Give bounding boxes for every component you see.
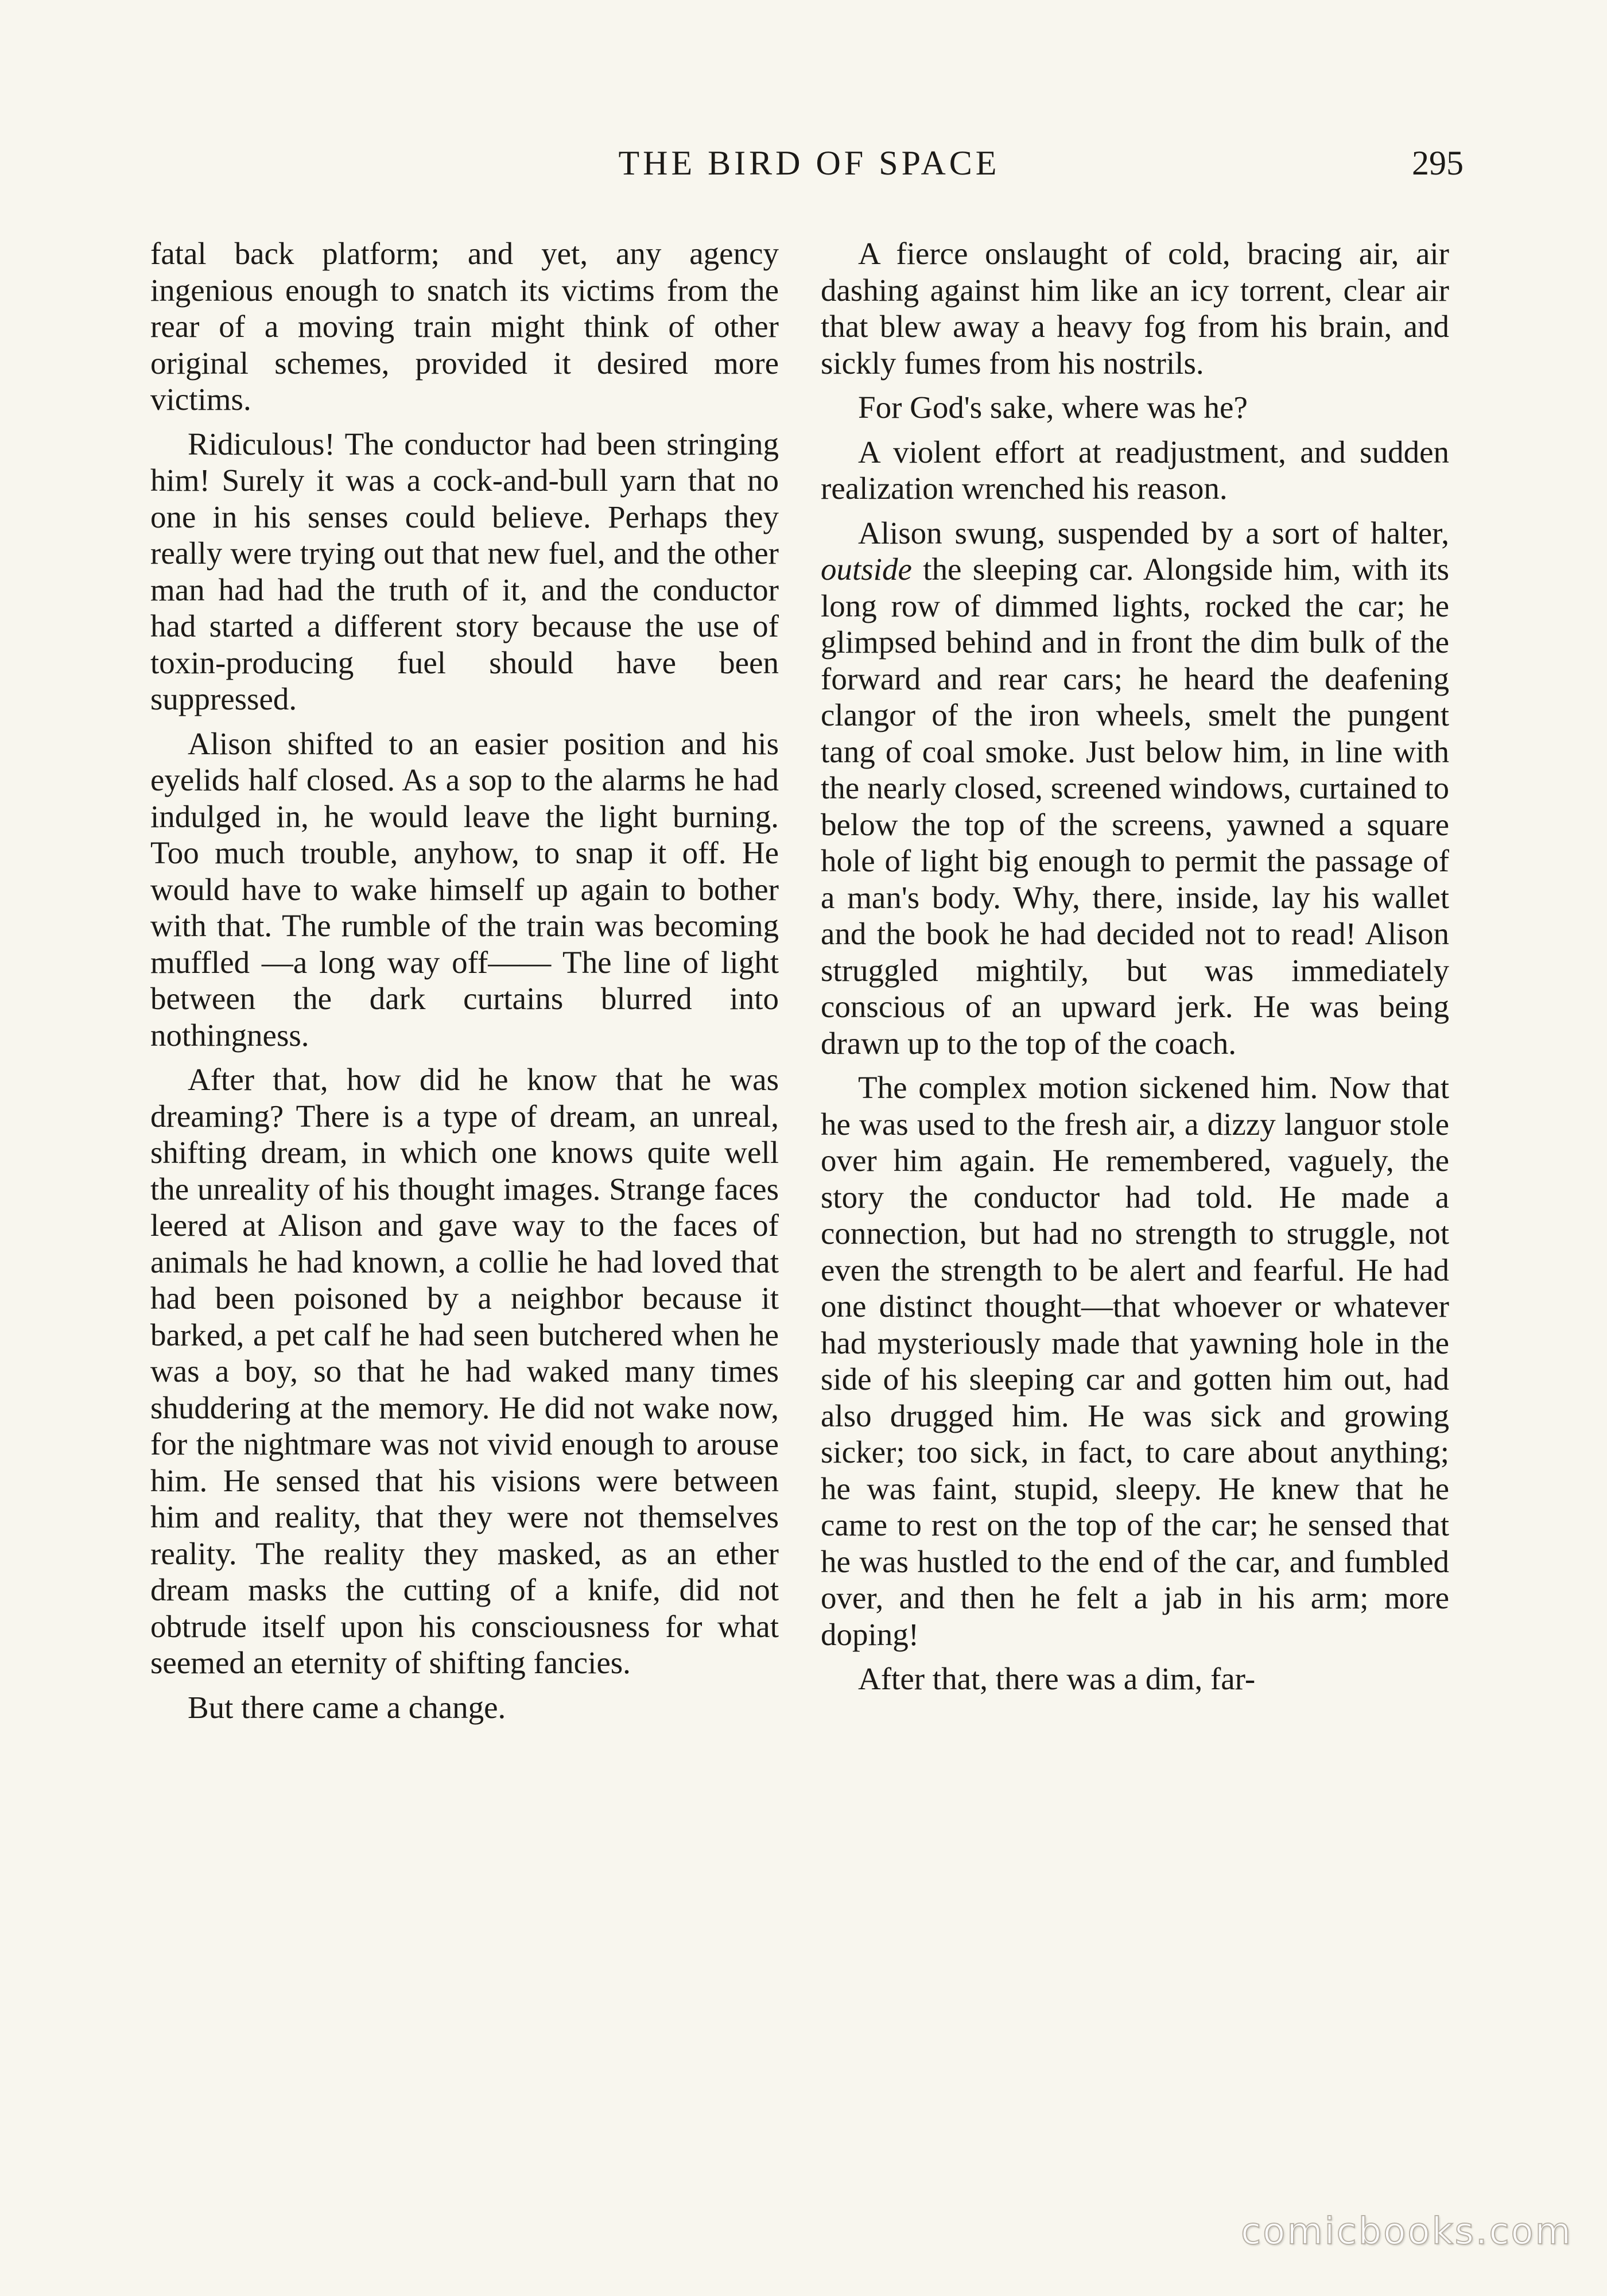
paragraph: Ridiculous! The conductor had been stringing him! Surely it was a cock-and-bull yarn that no one in his senses could believe. Perhaps they really were trying out that new fuel, and the other man had had the truth of it, and the conductor had started a different story because the use of toxin-producing fuel should have been suppressed. xyxy=(150,426,779,716)
paragraph: A fierce onslaught of cold, bracing air, air dashing against him like an icy torrent, clear air that blew away a heavy fog from his brain, and sickly fumes from his nostrils. xyxy=(821,236,1449,381)
text-run: the sleeping car. Alongside him, with its long row of dimmed lights, rocked the car; he glimpsed behind and in front the dim bulk of the forward and rear cars; he heard the deafening clangor of the iron wheels, smelt the pungent tang of coal smoke. Just below him, in line with the nearly closed, screened windows, curtained to below the top of the screens, yawned a square hole of light big enough to permit the passage of a man's body. Why, there, inside, lay his wallet and the book he had decided not to read! Alison struggled mightily, but was immediately conscious of an upward jerk. He was being drawn up to the top of the coach. xyxy=(821,552,1449,1061)
running-title: THE BIRD OF SPACE xyxy=(618,144,1000,182)
paragraph: A violent effort at readjustment, and sudden realization wrenched his reason. xyxy=(821,434,1449,506)
left-column xyxy=(150,235,779,2124)
page-number: 295 xyxy=(1412,144,1464,182)
italic-text: outside xyxy=(821,552,912,587)
paragraph: For God's sake, where was he? xyxy=(858,390,1248,425)
running-header xyxy=(155,144,1464,189)
paragraph: But there came a change. xyxy=(188,1689,506,1725)
paragraph xyxy=(821,515,1449,1062)
paragraph: After that, there was a dim, far- xyxy=(858,1661,1256,1696)
watermark: comicbooks.com xyxy=(1240,2210,1573,2253)
text-run: Alison swung, suspended by a sort of halter, xyxy=(858,515,1449,550)
paragraph: fatal back platform; and yet, any agency ingenious enough to snatch its victims from the rear of a moving train might think of other original schemes, provided it desired more victims. xyxy=(150,236,779,417)
paragraph: Alison shifted to an easier position and his eyelids half closed. As a sop to the alarms he had indulged in, he would leave the light burning. Too much trouble, anyhow, to snap it off. He would have to wake himself up again to bother with that. The rumble of the train was becoming muffled —a long way off—— The line of light between the dark curtains blurred into nothingness. xyxy=(150,726,779,1053)
right-column xyxy=(821,235,1449,2124)
paragraph: After that, how did he know that he was dreaming? There is a type of dream, an unreal, shifting dream, in which one knows quite well the unreality of his thought images. Strange faces leered at Alison and gave way to the faces of animals he had known, a collie he had loved that had been poisoned by a neighbor because it barked, a pet calf he had seen butchered when he was a boy, so that he had waked many times shuddering at the memory. He did not wake now, for the nightmare was not vivid enough to arouse him. He sensed that his visions were between him and reality, that they were not themselves reality. The reality they masked, as an ether dream masks the cutting of a knife, did not obtrude itself upon his consciousness for what seemed an eternity of shifting fancies. xyxy=(150,1062,779,1680)
paragraph: The complex motion sickened him. Now that he was used to the fresh air, a dizzy languor stole over him again. He remembered, vaguely, the story the conductor had told. He made a connection, but had no strength to struggle, not even the strength to be alert and fearful. He had one distinct thought—that whoever or whatever had mysteriously made that yawning hole in the side of his sleeping car and gotten him out, had also drugged him. He was sick and growing sicker; too sick, in fact, to care about anything; he was faint, stupid, sleepy. He knew that he came to rest on the top of the car; he sensed that he was hustled to the end of the car, and fumbled over, and then he felt a jab in his arm; more doping! xyxy=(821,1070,1449,1652)
